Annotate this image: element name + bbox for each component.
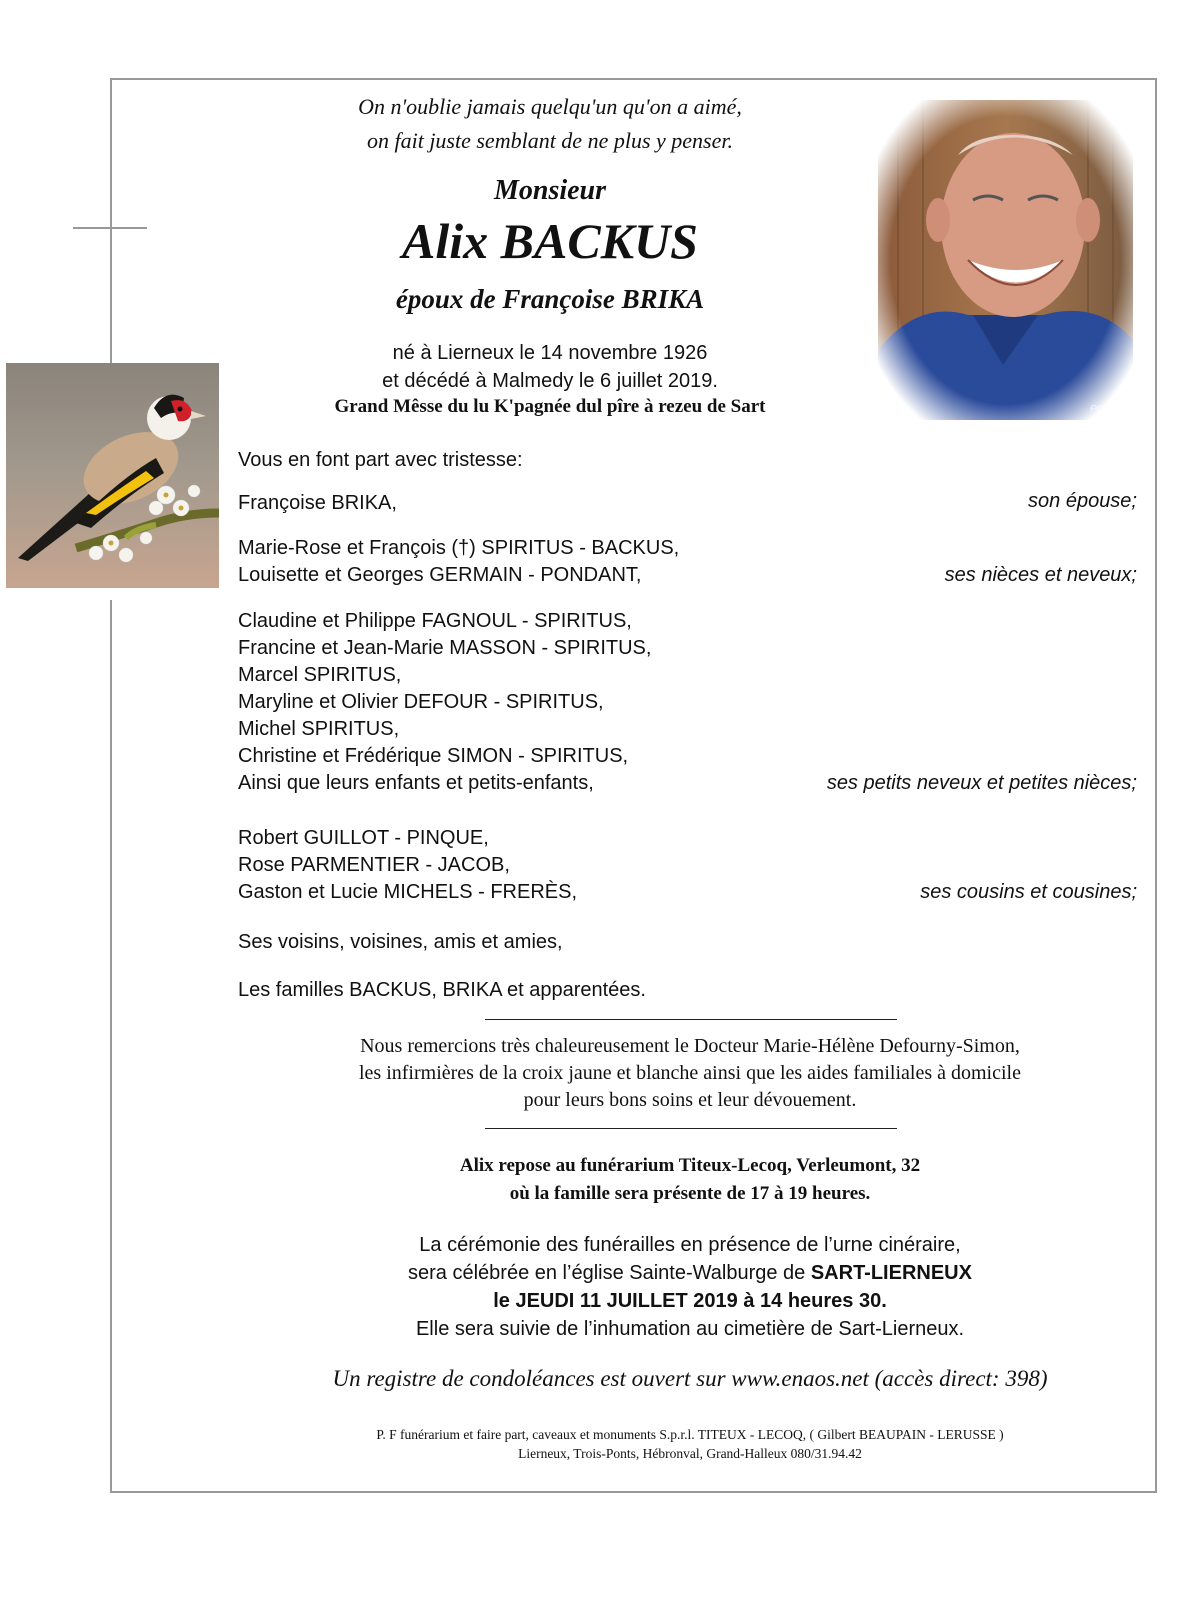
mourner-line: Michel SPIRITUS, xyxy=(238,718,400,740)
neighbors-line: Ses voisins, voisines, amis et amies, xyxy=(238,931,563,953)
footer-line-1: P. F funérarium et faire part, caveaux et monuments S.p.r.l. TITEUX - LECOQ, ( Gilbert BEAUPAIN - LERUSSE ) xyxy=(376,1427,1004,1442)
death-line: et décédé à Malmedy le 6 juillet 2019. xyxy=(382,370,718,392)
mourner-line: Marie-Rose et François (†) SPIRITUS - BACKUS, xyxy=(238,537,680,559)
thanks-line-1: Nous remercions très chaleureusement le Docteur Marie-Hélène Defourny-Simon, xyxy=(360,1035,1020,1057)
walloon-line: Grand Mêsse du lu K'pagnée dul pîre à rezeu de Sart xyxy=(334,396,766,417)
mourner-line: Marcel SPIRITUS, xyxy=(238,664,402,686)
condolence-registry: Un registre de condoléances est ouvert sur www.enaos.net (accès direct: 398) xyxy=(332,1366,1048,1391)
mourner-line: Francine et Jean-Marie MASSON - SPIRITUS, xyxy=(238,637,652,659)
ceremony-line-4: Elle sera suivie de l’inhumation au cimetière de Sart-Lierneux. xyxy=(415,1318,965,1340)
frame-top-line xyxy=(110,78,1157,80)
relation-label: ses cousins et cousines; xyxy=(920,881,1137,903)
deceased-name: Alix BACKUS xyxy=(402,213,698,269)
mourner-line: Françoise BRIKA, xyxy=(238,492,397,514)
mourner-line: Robert GUILLOT - PINQUE, xyxy=(238,827,489,849)
quote-line-1: On n'oublie jamais quelqu'un qu'on a aimé, xyxy=(358,94,742,119)
repose-line-1: Alix repose au funérarium Titeux-Lecoq, Verleumont, 32 xyxy=(459,1155,921,1176)
divider-top xyxy=(485,1019,897,1020)
mourner-line: Ainsi que leurs enfants et petits-enfants, xyxy=(238,772,594,794)
ceremony-line-2-text: sera célébrée en l’église Sainte-Walburge de xyxy=(408,1262,811,1284)
families-line: Les familles BACKUS, BRIKA et apparentées. xyxy=(238,979,646,1001)
divider-bottom xyxy=(485,1128,897,1129)
quote-line-2: on fait juste semblant de ne plus y penser. xyxy=(366,128,733,153)
mourner-line: Maryline et Olivier DEFOUR - SPIRITUS, xyxy=(238,691,604,713)
relation-label: ses nièces et neveux; xyxy=(944,564,1137,586)
mourner-line: Gaston et Lucie MICHELS - FRERÈS, xyxy=(238,881,578,903)
relation-label: ses petits neveux et petites nièces; xyxy=(826,772,1137,794)
footer-line-2: Lierneux, Trois-Ponts, Hébronval, Grand-Halleux 080/31.94.42 xyxy=(518,1446,862,1461)
mourner-line: Louisette et Georges GERMAIN - PONDANT, xyxy=(238,564,642,586)
title-monsieur: Monsieur xyxy=(493,175,607,206)
ceremony-line-2 xyxy=(0,1260,1203,1288)
thanks-line-3: pour leurs bons soins et leur dévouement. xyxy=(523,1089,857,1111)
frame-bottom-line xyxy=(110,1491,1157,1493)
thanks-line-2: les infirmières de la croix jaune et blanche ainsi que les aides familiales à domicile xyxy=(359,1062,1021,1084)
repose-line-2: où la famille sera présente de 17 à 19 heures. xyxy=(509,1183,871,1204)
spouse-line: époux de Françoise BRIKA xyxy=(395,284,705,314)
mourner-line: Rose PARMENTIER - JACOB, xyxy=(238,854,510,876)
intro-line: Vous en font part avec tristesse: xyxy=(238,449,523,471)
ceremony-date: le JEUDI 11 JUILLET 2019 à 14 heures 30. xyxy=(493,1290,887,1312)
mourner-line: Claudine et Philippe FAGNOUL - SPIRITUS, xyxy=(238,610,632,632)
ceremony-line-1: La cérémonie des funérailles en présence de l’urne cinéraire, xyxy=(419,1234,961,1256)
birth-line: né à Lierneux le 14 novembre 1926 xyxy=(392,342,708,364)
mourner-line: Christine et Frédérique SIMON - SPIRITUS, xyxy=(238,745,629,767)
ceremony-location: SART-LIERNEUX xyxy=(810,1262,972,1284)
relation-label: son épouse; xyxy=(1028,490,1137,512)
